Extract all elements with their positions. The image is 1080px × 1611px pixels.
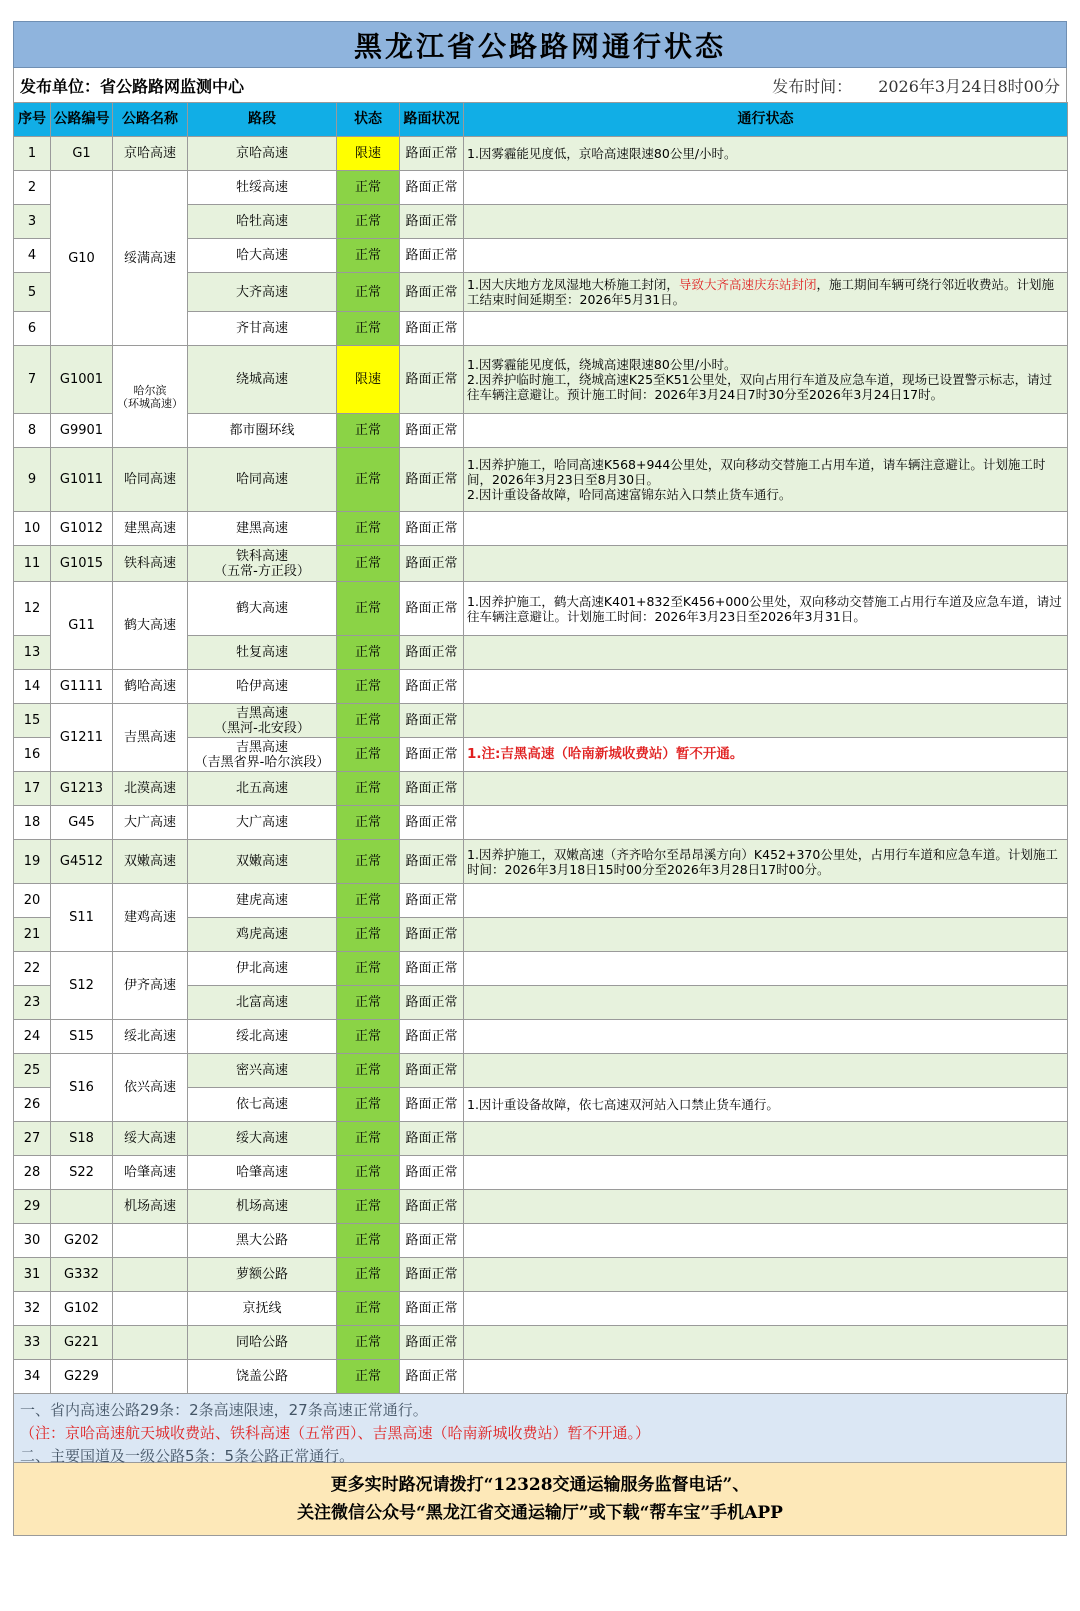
road-code: S15 — [51, 1020, 113, 1054]
table-row — [14, 1190, 1068, 1224]
section: 哈大高速 — [188, 239, 337, 273]
section: 哈伊高速 — [188, 670, 337, 704]
status-badge: 正常 — [337, 772, 400, 806]
road-name — [113, 346, 188, 448]
table-row — [14, 772, 1068, 806]
section-line: （吉黑省界-哈尔滨段） — [194, 754, 330, 770]
header-status: 状态 — [337, 103, 400, 137]
traffic-info-line: 2.因养护临时施工，绕城高速K25至K51公里处，双向占用行车道及应急车道，现场已设置警示标志，请过往车辆注意避让。预计施工时间：2026年3月24日7时30分至2026年3月24日17时。 — [467, 372, 1053, 402]
table-row — [14, 1122, 1068, 1156]
traffic-info: 1.因养护施工，鹤大高速K401+832至K456+000公里处，双向移动交替施工占用行车道及应急车道，请过往车辆注意避让。计划施工时间：2026年3月23日至2026年3月31日。 — [464, 582, 1068, 636]
road-code: G332 — [51, 1258, 113, 1292]
row-no: 3 — [14, 205, 51, 239]
table-row — [14, 806, 1068, 840]
status-badge: 正常 — [337, 918, 400, 952]
row-no: 34 — [14, 1360, 51, 1394]
surface: 路面正常 — [400, 840, 464, 884]
traffic-info — [464, 884, 1068, 918]
status-badge: 正常 — [337, 1020, 400, 1054]
road-name — [113, 1258, 188, 1292]
surface: 路面正常 — [400, 884, 464, 918]
traffic-info — [464, 205, 1068, 239]
status-badge: 正常 — [337, 414, 400, 448]
road-code: S16 — [51, 1054, 113, 1122]
section: 鹤大高速 — [188, 582, 337, 636]
publish-time-value: 2026年3月24日8时00分 — [878, 76, 1060, 96]
road-name: 绥北高速 — [113, 1020, 188, 1054]
traffic-info — [464, 986, 1068, 1020]
table-header-row — [14, 103, 1068, 137]
status-badge: 正常 — [337, 1224, 400, 1258]
surface: 路面正常 — [400, 806, 464, 840]
page-title: 黑龙江省公路路网通行状态 — [13, 21, 1067, 68]
traffic-info-text: 1.因大庆地方龙凤湿地大桥施工封闭， — [467, 277, 679, 292]
surface: 路面正常 — [400, 738, 464, 772]
surface: 路面正常 — [400, 670, 464, 704]
row-no: 17 — [14, 772, 51, 806]
section: 齐甘高速 — [188, 312, 337, 346]
table-row — [14, 1292, 1068, 1326]
surface: 路面正常 — [400, 1360, 464, 1394]
surface: 路面正常 — [400, 1292, 464, 1326]
road-code: G1011 — [51, 448, 113, 512]
surface: 路面正常 — [400, 636, 464, 670]
traffic-info — [464, 636, 1068, 670]
surface: 路面正常 — [400, 1088, 464, 1122]
footer-contact — [13, 1463, 1067, 1536]
status-badge: 限速 — [337, 137, 400, 171]
traffic-info-line: 1.因雾霾能见度低，绕城高速限速80公里/小时。 — [467, 357, 737, 372]
status-badge: 正常 — [337, 670, 400, 704]
status-table — [13, 102, 1068, 1394]
surface: 路面正常 — [400, 546, 464, 582]
road-name: 建鸡高速 — [113, 884, 188, 952]
surface: 路面正常 — [400, 986, 464, 1020]
traffic-info-text: ，施工期间车辆可绕行邻近收费站。计划施工结束时间延期至：2026年5月31日。 — [467, 277, 1054, 307]
traffic-info — [464, 1360, 1068, 1394]
header-section: 路段 — [188, 103, 337, 137]
road-name: 哈肇高速 — [113, 1156, 188, 1190]
table-row — [14, 546, 1068, 582]
road-name — [113, 1360, 188, 1394]
road-code: G1012 — [51, 512, 113, 546]
table-row — [14, 704, 1068, 738]
road-code: G221 — [51, 1326, 113, 1360]
row-no: 25 — [14, 1054, 51, 1088]
status-badge: 正常 — [337, 546, 400, 582]
section-line: 铁科高速 — [235, 548, 288, 564]
section: 黑大公路 — [188, 1224, 337, 1258]
road-code: G1 — [51, 137, 113, 171]
road-code: G45 — [51, 806, 113, 840]
status-badge: 正常 — [337, 1190, 400, 1224]
surface: 路面正常 — [400, 448, 464, 512]
road-code: G102 — [51, 1292, 113, 1326]
row-no: 32 — [14, 1292, 51, 1326]
table-row — [14, 1224, 1068, 1258]
traffic-info — [464, 448, 1068, 512]
traffic-info-line: 1.因养护施工，哈同高速K568+944公里处，双向移动交替施工占用车道，请车辆注意避让。计划施工时间，2026年3月23日至8月30日。 — [467, 457, 1046, 487]
road-name: 鹤大高速 — [113, 582, 188, 670]
section: 大齐高速 — [188, 273, 337, 312]
traffic-info — [464, 171, 1068, 205]
section: 绥大高速 — [188, 1122, 337, 1156]
road-name: 吉黑高速 — [113, 704, 188, 772]
surface: 路面正常 — [400, 1258, 464, 1292]
traffic-info — [464, 1054, 1068, 1088]
traffic-info — [464, 312, 1068, 346]
header-no: 序号 — [14, 103, 51, 137]
road-name: 鹤哈高速 — [113, 670, 188, 704]
status-badge: 正常 — [337, 239, 400, 273]
road-code: G1213 — [51, 772, 113, 806]
road-name: 铁科高速 — [113, 546, 188, 582]
row-no: 31 — [14, 1258, 51, 1292]
summary-line-expressways: 一、省内高速公路29条：2条高速限速，27条高速正常通行。 — [20, 1401, 428, 1419]
table-row — [14, 582, 1068, 636]
row-no: 11 — [14, 546, 51, 582]
road-name-line: （环城高速） — [117, 396, 183, 410]
section: 依七高速 — [188, 1088, 337, 1122]
section — [188, 546, 337, 582]
traffic-info — [464, 1122, 1068, 1156]
status-badge: 正常 — [337, 1258, 400, 1292]
surface: 路面正常 — [400, 918, 464, 952]
section: 建黑高速 — [188, 512, 337, 546]
status-badge: 正常 — [337, 1054, 400, 1088]
status-badge: 正常 — [337, 738, 400, 772]
status-badge: 正常 — [337, 1122, 400, 1156]
header-code: 公路编号 — [51, 103, 113, 137]
road-name — [113, 1292, 188, 1326]
section: 机场高速 — [188, 1190, 337, 1224]
road-code: G1211 — [51, 704, 113, 772]
traffic-info — [464, 273, 1068, 312]
traffic-info — [464, 772, 1068, 806]
status-badge: 正常 — [337, 704, 400, 738]
traffic-info — [464, 670, 1068, 704]
surface: 路面正常 — [400, 205, 464, 239]
traffic-info — [464, 414, 1068, 448]
section: 鸡虎高速 — [188, 918, 337, 952]
section: 牡绥高速 — [188, 171, 337, 205]
surface: 路面正常 — [400, 582, 464, 636]
table-row — [14, 1054, 1068, 1088]
table-row — [14, 884, 1068, 918]
table-row — [14, 670, 1068, 704]
header-info: 通行状态 — [464, 103, 1068, 137]
row-no: 5 — [14, 273, 51, 312]
road-name: 双嫩高速 — [113, 840, 188, 884]
row-no: 28 — [14, 1156, 51, 1190]
row-no: 8 — [14, 414, 51, 448]
section-line: 吉黑高速 — [235, 739, 288, 755]
row-no: 4 — [14, 239, 51, 273]
row-no: 9 — [14, 448, 51, 512]
row-no: 23 — [14, 986, 51, 1020]
section: 哈牡高速 — [188, 205, 337, 239]
section-line: （五常-方正段） — [214, 563, 310, 579]
status-badge: 正常 — [337, 952, 400, 986]
table-row — [14, 171, 1068, 205]
road-name: 绥满高速 — [113, 171, 188, 346]
status-badge: 正常 — [337, 1088, 400, 1122]
table-row — [14, 512, 1068, 546]
traffic-info — [464, 546, 1068, 582]
traffic-info-line: 2.因计重设备故障，哈同高速富锦东站入口禁止货车通行。 — [467, 487, 792, 502]
status-badge: 限速 — [337, 346, 400, 414]
surface: 路面正常 — [400, 1190, 464, 1224]
traffic-info: 1.因雾霾能见度低，京哈高速限速80公里/小时。 — [464, 137, 1068, 171]
table-row — [14, 1258, 1068, 1292]
row-no: 19 — [14, 840, 51, 884]
road-name: 建黑高速 — [113, 512, 188, 546]
status-badge: 正常 — [337, 1156, 400, 1190]
road-name: 机场高速 — [113, 1190, 188, 1224]
surface: 路面正常 — [400, 1020, 464, 1054]
status-badge: 正常 — [337, 512, 400, 546]
section-line: （黑河-北安段） — [214, 720, 310, 736]
row-no: 12 — [14, 582, 51, 636]
road-code: G11 — [51, 582, 113, 670]
section: 双嫩高速 — [188, 840, 337, 884]
section: 密兴高速 — [188, 1054, 337, 1088]
road-code: G1111 — [51, 670, 113, 704]
table-row — [14, 1020, 1068, 1054]
surface: 路面正常 — [400, 1122, 464, 1156]
surface: 路面正常 — [400, 512, 464, 546]
surface: 路面正常 — [400, 1156, 464, 1190]
status-badge: 正常 — [337, 1360, 400, 1394]
road-name-line: 哈尔滨 — [133, 383, 167, 397]
road-status-sheet — [13, 21, 1067, 1536]
traffic-info: 1.因养护施工，双嫩高速（齐齐哈尔至昂昂溪方向）K452+370公里处，占用行车道和应急车道。计划施工时间：2026年3月18日15时00分至2026年3月28日17时00分。 — [464, 840, 1068, 884]
publisher: 发布单位：省公路路网监测中心 — [20, 76, 245, 96]
road-name: 哈同高速 — [113, 448, 188, 512]
surface: 路面正常 — [400, 704, 464, 738]
row-no: 15 — [14, 704, 51, 738]
section — [188, 704, 337, 738]
surface: 路面正常 — [400, 1224, 464, 1258]
row-no: 29 — [14, 1190, 51, 1224]
table-row — [14, 137, 1068, 171]
publish-time-label: 发布时间： — [772, 76, 853, 96]
section: 伊北高速 — [188, 952, 337, 986]
road-code: G10 — [51, 171, 113, 346]
surface: 路面正常 — [400, 772, 464, 806]
traffic-info — [464, 512, 1068, 546]
section: 京哈高速 — [188, 137, 337, 171]
section — [188, 738, 337, 772]
row-no: 10 — [14, 512, 51, 546]
section: 哈同高速 — [188, 448, 337, 512]
row-no: 24 — [14, 1020, 51, 1054]
traffic-info — [464, 806, 1068, 840]
traffic-info — [464, 1190, 1068, 1224]
row-no: 1 — [14, 137, 51, 171]
road-code: S11 — [51, 884, 113, 952]
status-badge: 正常 — [337, 205, 400, 239]
surface: 路面正常 — [400, 171, 464, 205]
summary-notes — [13, 1394, 1067, 1463]
row-no: 14 — [14, 670, 51, 704]
traffic-info — [464, 1258, 1068, 1292]
table-row — [14, 1326, 1068, 1360]
road-name: 北漠高速 — [113, 772, 188, 806]
table-row — [14, 448, 1068, 512]
section: 哈肇高速 — [188, 1156, 337, 1190]
traffic-info — [464, 918, 1068, 952]
surface: 路面正常 — [400, 1054, 464, 1088]
surface: 路面正常 — [400, 273, 464, 312]
traffic-info — [464, 1020, 1068, 1054]
publish-bar — [13, 68, 1067, 102]
table-row — [14, 1156, 1068, 1190]
section: 饶盖公路 — [188, 1360, 337, 1394]
status-badge: 正常 — [337, 884, 400, 918]
traffic-info — [464, 952, 1068, 986]
section: 大广高速 — [188, 806, 337, 840]
surface: 路面正常 — [400, 137, 464, 171]
traffic-info: 1.因计重设备故障，依七高速双河站入口禁止货车通行。 — [464, 1088, 1068, 1122]
status-badge: 正常 — [337, 448, 400, 512]
road-name: 伊齐高速 — [113, 952, 188, 1020]
road-code: G202 — [51, 1224, 113, 1258]
section: 绥北高速 — [188, 1020, 337, 1054]
surface: 路面正常 — [400, 414, 464, 448]
traffic-info — [464, 1326, 1068, 1360]
row-no: 22 — [14, 952, 51, 986]
footer-line-hotline: 更多实时路况请拨打“12328交通运输服务监督电话”、 — [330, 1475, 750, 1495]
section: 京抚线 — [188, 1292, 337, 1326]
row-no: 26 — [14, 1088, 51, 1122]
section: 萝额公路 — [188, 1258, 337, 1292]
road-code: S22 — [51, 1156, 113, 1190]
road-name: 绥大高速 — [113, 1122, 188, 1156]
road-name: 大广高速 — [113, 806, 188, 840]
traffic-info — [464, 239, 1068, 273]
section: 都市圈环线 — [188, 414, 337, 448]
summary-line-closures: （注：京哈高速航天城收费站、铁科高速（五常西）、吉黑高速（哈南新城收费站）暂不开通。） — [20, 1424, 651, 1442]
table-row — [14, 840, 1068, 884]
row-no: 21 — [14, 918, 51, 952]
road-name: 京哈高速 — [113, 137, 188, 171]
road-code: G1001 — [51, 346, 113, 414]
surface: 路面正常 — [400, 239, 464, 273]
road-name — [113, 1224, 188, 1258]
road-code: S12 — [51, 952, 113, 1020]
road-code: G229 — [51, 1360, 113, 1394]
road-code: G1015 — [51, 546, 113, 582]
status-badge: 正常 — [337, 636, 400, 670]
surface: 路面正常 — [400, 346, 464, 414]
section: 北富高速 — [188, 986, 337, 1020]
row-no: 33 — [14, 1326, 51, 1360]
status-badge: 正常 — [337, 840, 400, 884]
section: 同哈公路 — [188, 1326, 337, 1360]
row-no: 7 — [14, 346, 51, 414]
status-badge: 正常 — [337, 273, 400, 312]
footer-line-wechat: 关注微信公众号“黑龙江省交通运输厅”或下载“帮车宝”手机APP — [297, 1503, 783, 1523]
table-row — [14, 952, 1068, 986]
traffic-info-highlight: 导致大齐高速庆东站封闭 — [678, 277, 817, 292]
road-name — [113, 1326, 188, 1360]
status-badge: 正常 — [337, 806, 400, 840]
row-no: 20 — [14, 884, 51, 918]
surface: 路面正常 — [400, 1326, 464, 1360]
section: 绕城高速 — [188, 346, 337, 414]
status-badge: 正常 — [337, 986, 400, 1020]
status-badge: 正常 — [337, 171, 400, 205]
row-no: 18 — [14, 806, 51, 840]
table-row — [14, 1360, 1068, 1394]
status-badge: 正常 — [337, 582, 400, 636]
traffic-info — [464, 1156, 1068, 1190]
traffic-info — [464, 346, 1068, 414]
row-no: 2 — [14, 171, 51, 205]
section: 北五高速 — [188, 772, 337, 806]
traffic-info: 1.注:吉黑高速（哈南新城收费站）暂不开通。 — [464, 738, 1068, 772]
row-no: 6 — [14, 312, 51, 346]
summary-line-national-roads: 二、主要国道及一级公路5条：5条公路正常通行。 — [20, 1447, 355, 1465]
section: 牡复高速 — [188, 636, 337, 670]
traffic-info — [464, 1292, 1068, 1326]
table-row — [14, 346, 1068, 414]
road-name: 依兴高速 — [113, 1054, 188, 1122]
surface: 路面正常 — [400, 952, 464, 986]
row-no: 30 — [14, 1224, 51, 1258]
row-no: 13 — [14, 636, 51, 670]
surface: 路面正常 — [400, 312, 464, 346]
section: 建虎高速 — [188, 884, 337, 918]
road-code: G9901 — [51, 414, 113, 448]
header-name: 公路名称 — [113, 103, 188, 137]
traffic-info — [464, 704, 1068, 738]
road-code — [51, 1190, 113, 1224]
publish-time — [746, 74, 1066, 97]
header-surface: 路面状况 — [400, 103, 464, 137]
road-code: G4512 — [51, 840, 113, 884]
traffic-info — [464, 1224, 1068, 1258]
section-line: 吉黑高速 — [235, 705, 288, 721]
row-no: 16 — [14, 738, 51, 772]
row-no: 27 — [14, 1122, 51, 1156]
status-badge: 正常 — [337, 312, 400, 346]
status-badge: 正常 — [337, 1292, 400, 1326]
road-code: S18 — [51, 1122, 113, 1156]
status-badge: 正常 — [337, 1326, 400, 1360]
